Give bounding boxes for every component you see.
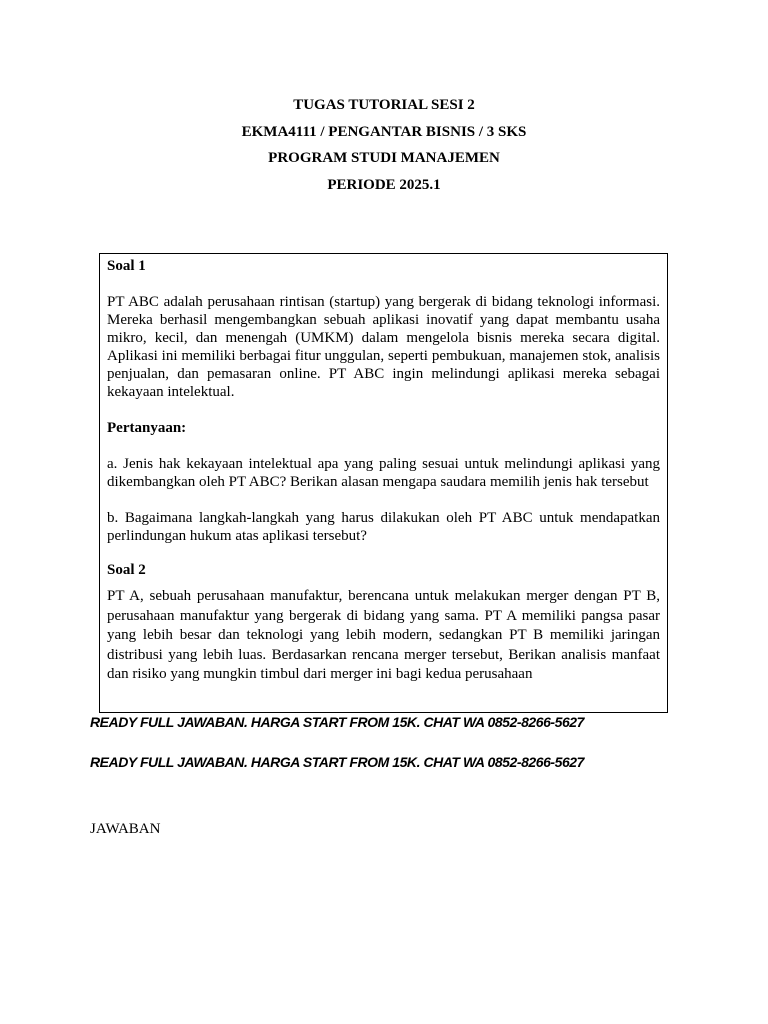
assignment-title: TUGAS TUTORIAL SESI 2	[293, 97, 475, 113]
question-a: a. Jenis hak kekayaan intelektual apa yang paling sesuai untuk melindungi aplikasi yang dikembangkan oleh PT ABC? Berikan alasan mengapa saudara memilih jenis hak tersebut	[107, 456, 660, 490]
soal-2-case-text: PT A, sebuah perusahaan manufaktur, berencana untuk melakukan merger dengan PT B, perusahaan manufaktur yang bergerak di bidang yang sama. PT A memiliki pangsa pasar yang lebih besar dan teknologi yang lebih modern, sedangkan PT B memiliki jaringan distribusi yang lebih luas. Berdasarkan rencana merger tersebut, Berikan analisis manfaat dan risiko yang mungkin timbul dari merger ini bagi kedua perusahaan	[107, 588, 660, 682]
question-b: b. Bagaimana langkah-langkah yang harus dilakukan oleh PT ABC untuk mendapatkan perlindungan hukum atas aplikasi tersebut?	[107, 510, 660, 544]
promo-line-2: READY FULL JAWABAN. HARGA START FROM 15K. CHAT WA 0852-8266-5627	[90, 754, 584, 770]
study-program-line: PROGRAM STUDI MANAJEMEN	[268, 150, 500, 166]
questions-heading: Pertanyaan:	[107, 420, 187, 436]
document-header	[0, 92, 768, 198]
answer-label: JAWABAN	[90, 821, 161, 837]
questions-box	[99, 253, 668, 713]
soal-1-heading: Soal 1	[107, 258, 146, 274]
course-code-line: EKMA4111 / PENGANTAR BISNIS / 3 SKS	[241, 123, 527, 140]
promo-line-1: READY FULL JAWABAN. HARGA START FROM 15K. CHAT WA 0852-8266-5627	[90, 714, 584, 730]
period-line: PERIODE 2025.1	[327, 176, 441, 193]
soal-2-heading: Soal 2	[107, 562, 146, 578]
soal-1-case-text: PT ABC adalah perusahaan rintisan (startup) yang bergerak di bidang teknologi informasi. Mereka berhasil mengembangkan sebuah aplikasi inovatif yang dapat membantu usaha mikro, kecil, dan menengah (UMKM) dalam mengelola bisnis mereka secara digital. Aplikasi ini memiliki berbagai fitur unggulan, seperti pembukuan, manajemen stok, analisis penjualan, dan pemasaran online. PT ABC ingin melindungi aplikasi mereka sebagai kekayaan intelektual.	[107, 294, 660, 400]
